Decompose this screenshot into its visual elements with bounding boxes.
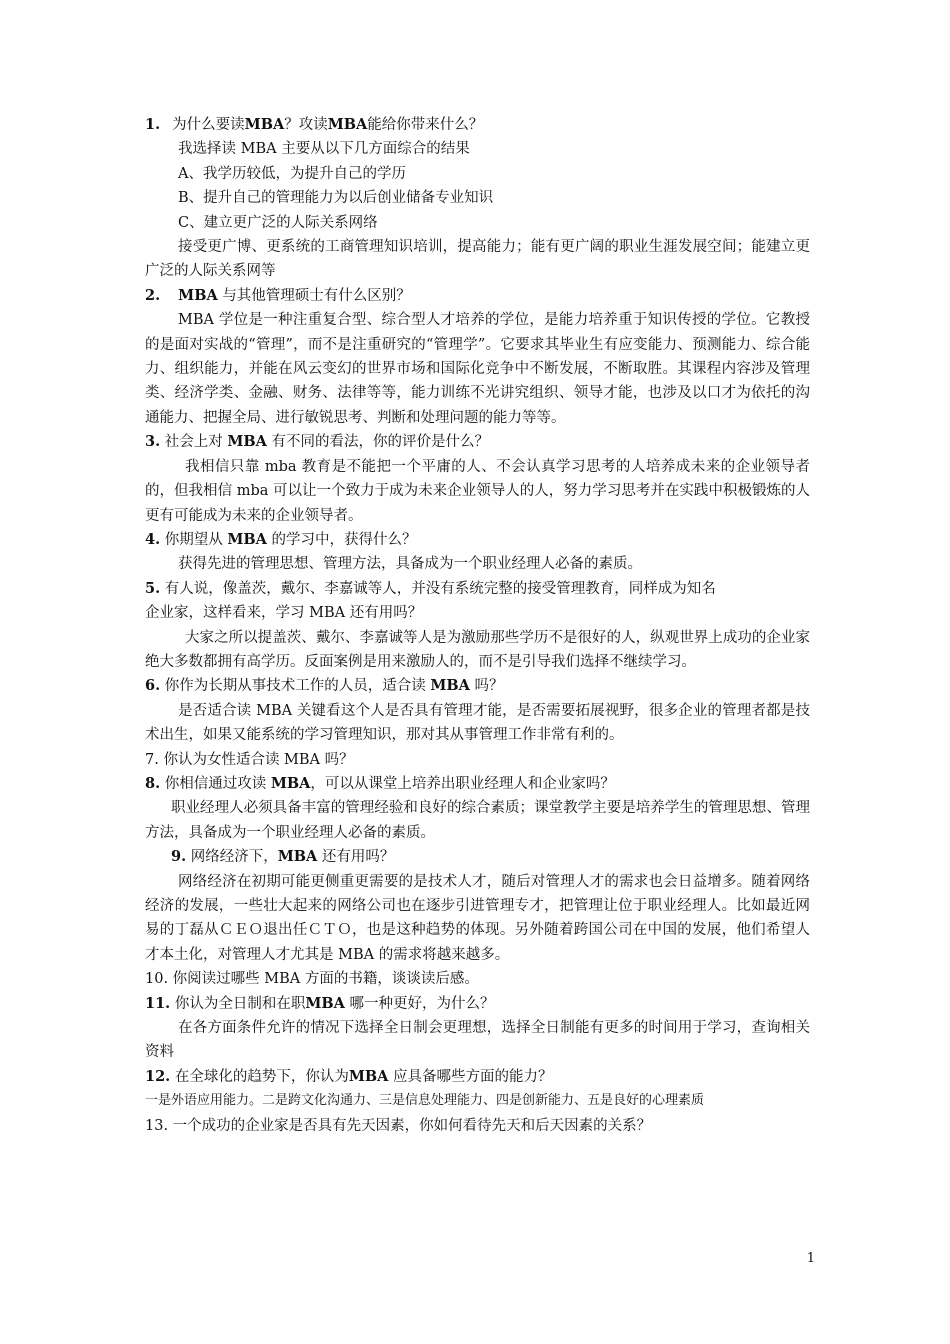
question-12: 12. 在全球化的趋势下，你认为MBA 应具备哪些方面的能力？ [145, 1067, 553, 1085]
answer-11: 在各方面条件允许的情况下选择全日制会更理想，选择全日制能有更多的时间用于学习，查询相关资料 [145, 1020, 810, 1061]
answer-6: 是否适合读 MBA 关键看这个人是否具有管理才能，是否需要拓展视野，很多企业的管理者都是技术出生，如果又能系统的学习管理知识，那对其从事管理工作非常有利的。 [145, 702, 810, 744]
answer-4: 获得先进的管理思想、管理方法，具备成为一个职业经理人必备的素质。 [178, 556, 642, 573]
question-number: 2. [145, 286, 161, 304]
answer-12: 一是外语应用能力。二是跨文化沟通力、三是信息处理能力、四是创新能力、五是良好的心理素质 [145, 1093, 705, 1109]
question-number: 4. [145, 530, 161, 548]
page-number: 1 [806, 1251, 815, 1266]
answer-9: 网络经济在初期可能更侧重更需要的是技术人才，随后对管理人才的需求也会日益增多。随着网络经济的发展，一些壮大起来的网络公司也在逐步引进管理专才，把管理让位于职业经理人。比如最近网易的丁磊从ＣＥＯ退出任ＣＴＯ，也是这种趋势的体现。另外随着跨国公司在中国的发展，他们希望人才本土化，对管理人才尤其是 MBA 的需求将越来越多。 [145, 873, 810, 963]
question-11: 11. 你认为全日制和在职MBA 哪一种更好，为什么？ [145, 994, 495, 1012]
answer-3: 我相信只靠 mba 教育是不能把一个平庸的人、不会认真学习思考的人培养成未来的企业领导者的，但我相信 mba 可以让一个致力于成为未来企业领导人的人，努力学习思考并在实践中积极锻炼的人更有可能成为未来的企业领导者。 [145, 458, 810, 524]
question-3: 3. 社会上对 MBA 有不同的看法，你的评价是什么？ [145, 433, 490, 451]
answer-1-item-b: B、提升自己的管理能力为以后创业储备专业知识 [178, 190, 494, 207]
question-1: 1. 为什么要读MBA？攻读MBA能给你带来什么？ [145, 116, 484, 133]
question-number: 12. [145, 1067, 171, 1085]
question-number: 5. [145, 579, 161, 597]
question-5-line-2: 企业家，这样看来，学习 MBA 还有用吗？ [145, 605, 423, 622]
question-10: 10. 你阅读过哪些 MBA 方面的书籍，谈谈读后感。 [145, 971, 479, 988]
answer-1-item-a: A、我学历较低，为提升自己的学历 [178, 165, 406, 182]
document-body [145, 113, 810, 1138]
answer-1-intro: 我选择读 MBA 主要从以下几方面综合的结果 [178, 141, 470, 158]
question-number: 1. [145, 116, 161, 133]
question-9: 9. 网络经济下，MBA 还有用吗？ [171, 848, 395, 866]
question-2: 2. MBA 与其他管理硕士有什么区别？ [145, 286, 411, 304]
question-number: 11. [145, 994, 171, 1012]
question-number: 6. [145, 677, 161, 695]
answer-1-paragraph: 接受更广博、更系统的工商管理知识培训，提高能力；能有更广阔的职业生涯发展空间；能建立更广泛的人际关系网等 [145, 239, 810, 280]
answer-2: MBA 学位是一种注重复合型、综合型人才培养的学位，是能力培养重于知识传授的学位。它教授的是面对实战的“管理”，而不是注重研究的“管理学”。它要求其毕业生有应变能力、预测能力、综合能力、组织能力，并能在风云变幻的世界市场和国际化竞争中不断发展，不断取胜。其课程内容涉及管理类、经济学类、金融、财务、法律等等，能力训练不光讲究组织、领导才能，也涉及以口才为依托的沟通能力、把握全局、进行敏锐思考、判断和处理问题的能力等等。 [145, 312, 810, 426]
question-13: 13. 一个成功的企业家是否具有先天因素，你如何看待先天和后天因素的关系？ [145, 1117, 652, 1134]
question-6: 6. 你作为长期从事技术工作的人员，适合读 MBA 吗？ [145, 677, 504, 695]
question-number: 3. [145, 433, 161, 451]
question-5-line-1: 5. 有人说，像盖茨，戴尔、李嘉诚等人，并没有系统完整的接受管理教育，同样成为知名 [145, 579, 716, 597]
answer-1-item-c: C、建立更广泛的人际关系网络 [178, 214, 378, 231]
question-4: 4. 你期望从 MBA 的学习中，获得什么？ [145, 530, 417, 548]
question-number: 8. [145, 774, 161, 792]
question-number: 9. [171, 848, 187, 866]
answer-5: 大家之所以提盖茨、戴尔、李嘉诚等人是为激励那些学历不是很好的人，纵观世界上成功的企业家绝大多数都拥有高学历。反面案例是用来激励人的，而不是引导我们选择不继续学习。 [145, 629, 810, 670]
question-8: 8. 你相信通过攻读 MBA，可以从课堂上培养出职业经理人和企业家吗？ [145, 774, 615, 792]
question-7: 7. 你认为女性适合读 MBA 吗？ [145, 751, 354, 768]
answer-8: 职业经理人必须具备丰富的管理经验和良好的综合素质；课堂教学主要是培养学生的管理思想、管理方法，具备成为一个职业经理人必备的素质。 [145, 800, 810, 841]
